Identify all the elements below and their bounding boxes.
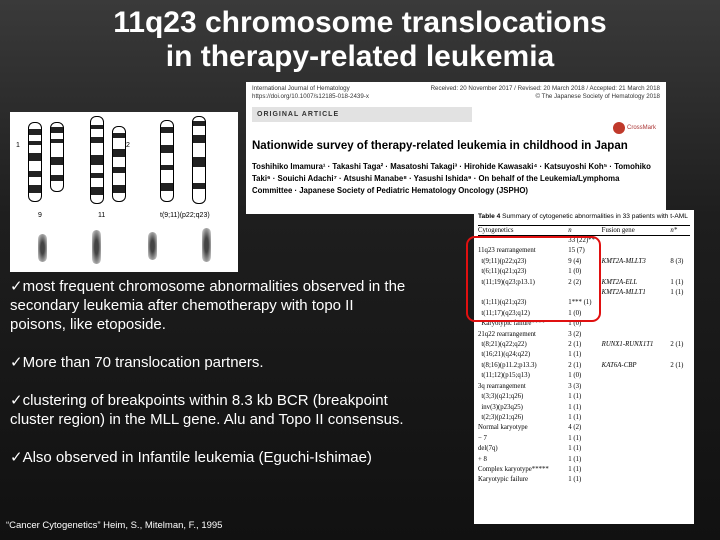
crossmark-icon (613, 122, 625, 134)
article-title: Nationwide survey of therapy-related leukemia in childhood in Japan (252, 140, 628, 152)
table-cell: t(2;3)(p21;q26) (478, 413, 524, 421)
table-cell: 1 (1) (670, 278, 684, 286)
journal-name: International Journal of Hematology (252, 85, 350, 92)
table-row (478, 413, 690, 423)
bullet-item: ✓More than 70 translocation partners. (10, 354, 264, 371)
karyotype-label-9: 9 (38, 212, 42, 219)
table-cell: KMT2A-MLLT1 (601, 289, 646, 297)
table-cell: 1 (1) (568, 403, 582, 411)
table-cell: 2 (1) (568, 341, 582, 349)
table-cell: 1 (0) (568, 268, 582, 276)
table-cell: t(11;17)(q23;q12) (478, 309, 530, 317)
table-cell: Complex karyotype***** (478, 465, 549, 473)
table-cell: 1 (0) (568, 309, 582, 317)
chromosome-9-derivative (50, 122, 64, 192)
table-header (478, 225, 690, 236)
chromosome-11 (90, 116, 104, 204)
bullet-item: ✓most frequent chromosome abnormalities observed in the secondary leukemia after chemotherapy with topo II poisons, like etoposide. (10, 278, 406, 333)
table-cell (602, 392, 671, 402)
table-cell (602, 423, 671, 433)
table-cell: 1 (1) (568, 455, 582, 463)
table-cell: 2 (2) (568, 278, 582, 286)
karyotype-label-1: 1 (16, 142, 20, 149)
table-cell: 15 (7) (568, 247, 585, 255)
table-cell (670, 403, 690, 413)
table-cell: t(8;21)(q22;q22) (478, 341, 527, 349)
header-n: n (568, 227, 572, 234)
table-row (478, 382, 690, 392)
table-cell (670, 371, 690, 381)
table-cell (602, 319, 671, 329)
chromosome-photo-4 (202, 228, 211, 262)
table-caption: Table 4 Summary of cytogenetic abnormalities in 33 patients with t-AML (478, 213, 688, 220)
karyotype-label-2: 2 (126, 142, 130, 149)
table-cell (602, 465, 671, 475)
table-cell (670, 319, 690, 329)
citation: “Cancer Cytogenetics” Heim, S., Mitelman, F., 1995 (6, 520, 223, 531)
header-n-star: n* (670, 227, 678, 234)
article-header (246, 82, 666, 214)
table-cell (602, 246, 671, 256)
table-row (478, 423, 690, 433)
slide-title (0, 6, 720, 74)
table-cell (670, 434, 690, 444)
table-cell (670, 423, 690, 433)
table-cell (602, 413, 671, 423)
table-cell (602, 309, 671, 319)
title-line-2: in therapy-related leukemia (165, 40, 555, 73)
chromosome-translocation-a (160, 120, 174, 202)
table-cell: t(1;11)(q21;q23) (478, 299, 527, 307)
table-cell (670, 455, 690, 465)
table-cell (602, 444, 671, 454)
chromosome-photo-3 (148, 232, 157, 260)
table-cell: 1*** (1) (568, 299, 592, 307)
header-cytogenetics: Cytogenetics (478, 227, 514, 234)
table-row (478, 475, 690, 485)
table-cell: + 8 (478, 455, 487, 463)
table-cell: 1 (1) (568, 351, 582, 359)
table-cell: KMT2A-ELL (601, 278, 638, 286)
table-cell (602, 330, 671, 340)
table-cell: 1 (0) (568, 320, 582, 328)
table-cell: t(11;19)(q23;p13.1) (478, 278, 535, 286)
table-cell (602, 298, 671, 308)
table-row (478, 361, 690, 371)
table-cell: 4 (2) (568, 424, 582, 432)
table-cell: 1 (1) (568, 434, 582, 442)
table-cell (670, 236, 690, 246)
table-cell (670, 413, 690, 423)
table-cell (602, 403, 671, 413)
table-cell: inv(3)(p23q25) (478, 403, 523, 411)
karyotype-label-11: 11 (98, 212, 106, 219)
table-cell (670, 350, 690, 360)
table-row (478, 330, 690, 340)
table-cell: KAT6A-CBP (601, 361, 637, 369)
table-cell: 1 (1) (568, 393, 582, 401)
section-label: ORIGINAL ARTICLE (252, 107, 472, 122)
chromosome-translocation-b (192, 116, 206, 204)
table-cell: Karyotypic failure**** (478, 320, 546, 328)
table-cell: t(9;11)(p22;q23) (478, 257, 527, 265)
table-cell: − 7 (478, 434, 487, 442)
table-cell: RUNX1-RUNX1T1 (601, 341, 654, 349)
crossmark-badge[interactable] (613, 122, 656, 134)
header-fusion-gene: Fusion gene (601, 227, 635, 234)
table-row (478, 455, 690, 465)
table-cell: del(7q) (478, 445, 498, 453)
crossmark-label: CrossMark (626, 125, 656, 131)
article-dates: Received: 20 November 2017 / Revised: 20 March 2018 / Accepted: 21 March 2018 (430, 85, 660, 92)
table-row (478, 434, 690, 444)
table-cell: t(3;3)(q21;q26) (478, 393, 524, 401)
article-copyright: © The Japanese Society of Hematology 2018 (535, 93, 660, 100)
table-row (478, 371, 690, 381)
highlight-box (466, 236, 601, 322)
table-cell (670, 475, 690, 485)
karyotype-label-translocation: t(9;11)(p22;q23) (160, 212, 210, 219)
table-cell: 11q23 rearrangement (478, 247, 536, 255)
table-cell: 1 (1) (568, 413, 582, 421)
table-cell (602, 475, 671, 485)
bullet-list (10, 277, 410, 486)
table-cell: t(16;21)(q24;q22) (478, 351, 531, 359)
bullet-item: ✓clustering of breakpoints within 8.3 kb BCR (breakpoint cluster region) in the MLL gene. Alu and Topo II consensus. (10, 392, 404, 428)
table-cell (670, 465, 690, 475)
table-cell: 1 (1) (568, 445, 582, 453)
table-cell (670, 330, 690, 340)
table-cell (670, 309, 690, 319)
table-cell (670, 382, 690, 392)
table-cell: 21q22 rearrangement (478, 330, 536, 338)
table-cell: 2 (1) (670, 341, 684, 349)
table-row (478, 444, 690, 454)
table-cell (602, 455, 671, 465)
table-cell (670, 267, 690, 277)
table-cell (670, 392, 690, 402)
table-cell: 2 (1) (568, 361, 582, 369)
table-cell (670, 444, 690, 454)
table-cell: 3 (2) (568, 330, 582, 338)
table-cell: 2 (1) (670, 361, 684, 369)
table-cell: 1 (0) (568, 372, 582, 380)
chromosome-11-derivative (112, 126, 126, 202)
table-cell: Normal karyotype (478, 424, 528, 432)
table-cell: 9 (4) (568, 257, 582, 265)
table-cell (602, 382, 671, 392)
table-cell: 3 (3) (568, 382, 582, 390)
table-cell (602, 371, 671, 381)
table-cell (670, 246, 690, 256)
table-cell (602, 267, 671, 277)
title-line-1: 11q23 chromosome translocations (113, 6, 607, 39)
table-cell: 1 (1) (568, 476, 582, 484)
table-cell (670, 298, 690, 308)
table-cell: 1 (1) (670, 289, 684, 297)
table-row (478, 392, 690, 402)
table-row (478, 350, 690, 360)
article-authors: Toshihiko Imamura¹ · Takashi Taga² · Masatoshi Takagi³ · Hirohide Kawasaki⁴ · Katsuyoshi Koh⁵ · Tomohiko Taki⁶ · Souichi Adachi⁷ · Atsushi Manabe⁸ · Yasushi Ishida⁹ · On behalf of the Leukemia/Lymphoma Committee · Japanese Society of Pediatric Hematology Oncology (JSPHO) (252, 162, 651, 195)
chromosome-photo-1 (38, 234, 47, 262)
table-row (478, 465, 690, 475)
table-cell: t(11;12)(p15;q13) (478, 372, 530, 380)
chromosome-photo-2 (92, 230, 101, 264)
table-cell: t(6;11)(q21;q23) (478, 268, 527, 276)
chromosome-9 (28, 122, 42, 202)
table-cell (602, 434, 671, 444)
table-cell: 8 (3) (670, 257, 684, 265)
table-cell: KMT2A-MLLT3 (601, 257, 646, 265)
table-cell: 1 (1) (568, 465, 582, 473)
table-cell: 3q rearrangement (478, 382, 526, 390)
table-cell: Karyotypic failure (478, 476, 529, 484)
table-cell (602, 236, 671, 246)
article-doi[interactable]: https://doi.org/10.1007/s12185-018-2439-x (252, 93, 369, 100)
table-cell: t(8;16)(p11.2;p13.3) (478, 361, 537, 369)
bullet-item: ✓Also observed in Infantile leukemia (Eguchi-Ishimae) (10, 449, 372, 466)
table-cell (602, 350, 671, 360)
table-row (478, 403, 690, 413)
karyotype-figure (10, 112, 238, 272)
table-cell: 33 (22)** (568, 237, 595, 244)
table-row (478, 340, 690, 350)
